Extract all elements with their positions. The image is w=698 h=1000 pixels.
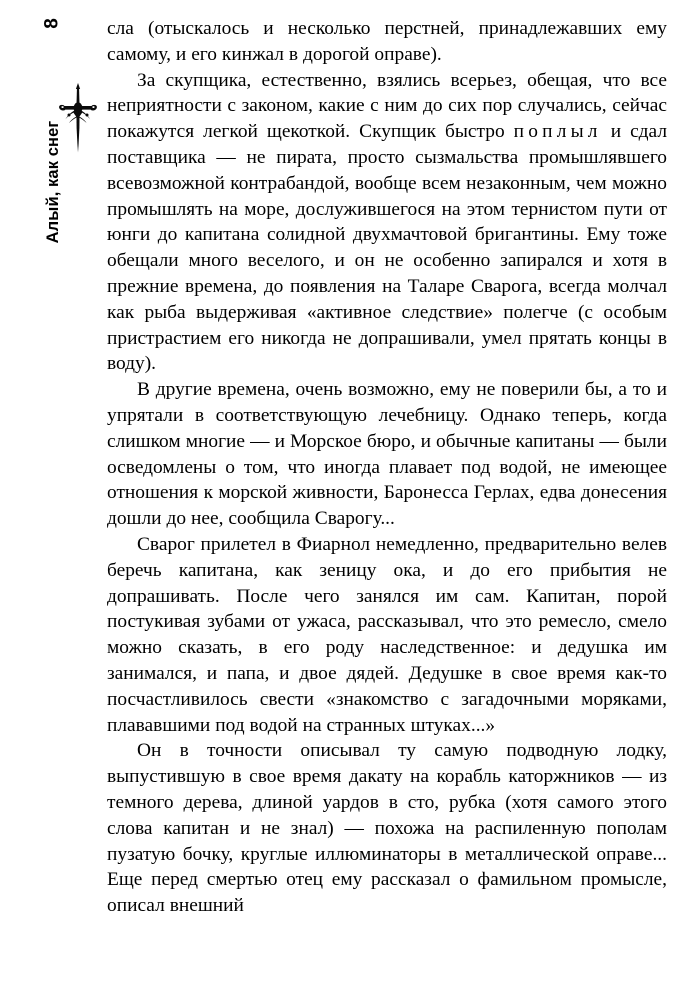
paragraph: Сварог прилетел в Фиарнол немедленно, предварительно велев беречь капитана, как зеницу ока, и до его прибытия не допрашивать. После чего занялся им сам. Капитан, порой постукивая зубами от ужаса, рассказывал, что это ремесло, смело можно сказать, в его роду наследственное: и дедушка им занимался, и папа, и двое дядей. Дедушке в свое время как-то посчастливилось свести «знакомство с загадочными моряками, плававшими под водой на странных штуках...»	[107, 533, 667, 736]
paragraph: сла (отыскалось и несколько перстней, принадлежавших ему самому, и его кинжал в дорогой оправе).	[107, 18, 667, 65]
left-margin-furniture	[0, 0, 104, 1000]
page-number: 8	[41, 18, 63, 29]
body-text	[107, 16, 667, 919]
paragraph: Он в точности описывал ту самую подводную лодку, выпустившую в свое время дакату на корабль каторжников — из темного дерева, длиной уардов в сто, рубка (хотя самого этого слова капитан и не знал) — похожа на распиленную пополам пузатую бочку, круглые иллюминаторы в металлической оправе... Еще перед смертью отец ему рассказал о фамильном промысле, описал внешний	[107, 740, 667, 917]
paragraph: В другие времена, очень возможно, ему не поверили бы, а то и упрятали в соответствующую лечебницу. Однако теперь, когда слишком многие — и Морское бюро, и обычные капитаны — были осведомлены о том, что иногда плавает под водой, не имеющее отношения к морской живности, Баронесса Герлах, едва донесения дошли до нее, сообщила Сварогу...	[107, 379, 667, 530]
paragraph-text-before-emphasis: За скупщика, естественно, взялись всерьез, обещая, что все неприятности с законом, какие с ним до сих пор случались, сейчас покажутся легкой щекоткой. Скупщик быстро	[107, 69, 667, 143]
letterspaced-emphasis: поплыл	[513, 121, 602, 143]
running-title: Алый, как снег	[44, 120, 62, 244]
paragraph-text-after-emphasis: и сдал поставщика — не пирата, просто сызмальства промышлявшего всевозможной контрабандой, вообще всем незаконным, чем можно промышлять на море, дослужившегося на этом тернистом пути от юнги до капитана солидной двухмачтовой бригантины. Ему тоже обещали много веселого, и он не особенно запирался и хотя в прежние времена, до появления на Таларе Сварога, всегда молчал как рыба выдерживая «активное следствие» полегче (с особым пристрастием его никогда не допрашивали, умел прятать концы в воду).	[107, 121, 668, 375]
paragraph	[107, 68, 667, 378]
